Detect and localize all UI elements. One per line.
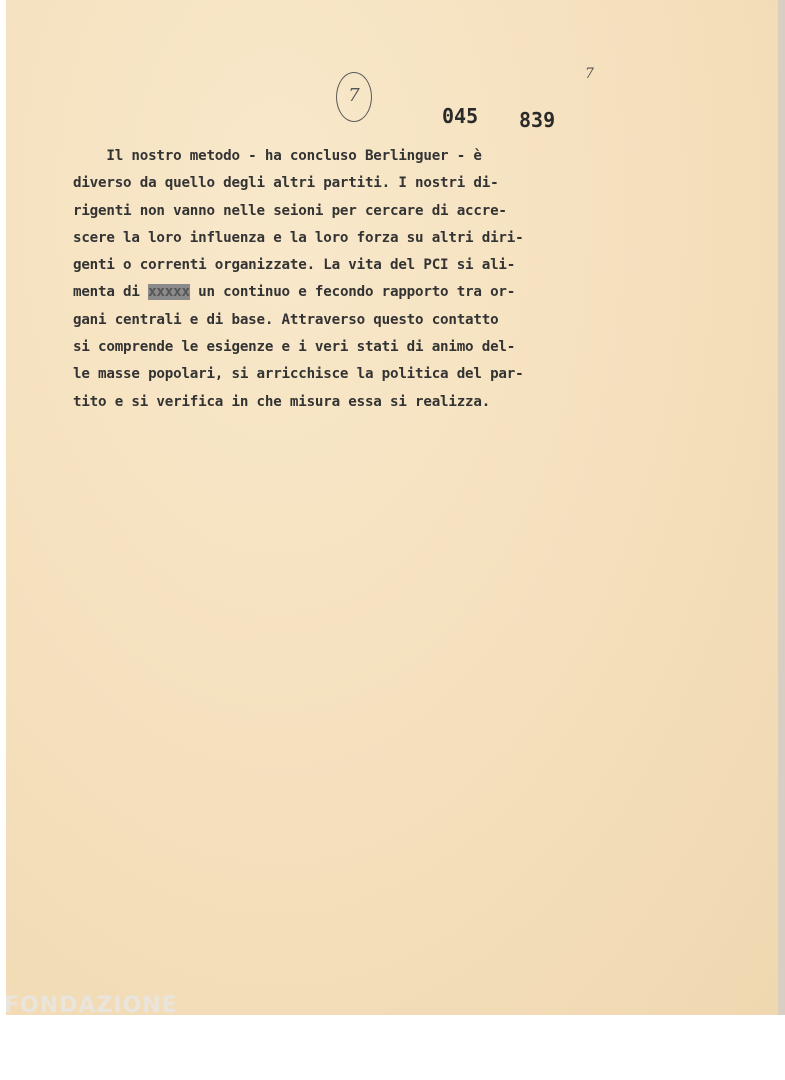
text-line-6-start: menta di <box>73 284 149 301</box>
corner-mark: 7 <box>585 66 594 82</box>
text-line-6 <box>73 279 593 306</box>
text-line-7: gani centrali e di base. Attraverso questo contatto <box>73 311 499 328</box>
text-line-9: le masse popolari, si arricchisce la politica del par- <box>73 366 524 383</box>
text-line-6-rest: un continuo e fecondo rapporto tra or- <box>189 284 516 301</box>
doc-number-part-b: 839 <box>519 108 556 132</box>
text-line-8: si comprende le esigenze e i veri stati di animo del- <box>73 339 516 356</box>
text-line-3: rigenti non vanno nelle seioni per cercare di accre- <box>73 202 507 219</box>
text-line-10: tito e si verifica in che misura essa si realizza. <box>73 393 491 410</box>
typewritten-paragraph <box>73 143 593 416</box>
folio-number: 7 <box>348 85 360 106</box>
struck-out-word: xxxxx <box>148 284 190 301</box>
page-edge <box>778 0 785 1015</box>
handwritten-folio <box>336 72 372 122</box>
text-line-1: Il nostro metodo - ha concluso Berlinguer - è <box>73 148 482 164</box>
text-line-4: scere la loro influenza e la loro forza su altri diri- <box>73 229 524 246</box>
text-line-2: diverso da quello degli altri partiti. I nostri di- <box>73 175 499 192</box>
doc-number-part-a: 045 <box>442 104 479 128</box>
watermark: FONDAZIONE <box>4 993 178 1018</box>
text-line-5: genti o correnti organizzate. La vita del PCI si ali- <box>73 257 516 274</box>
